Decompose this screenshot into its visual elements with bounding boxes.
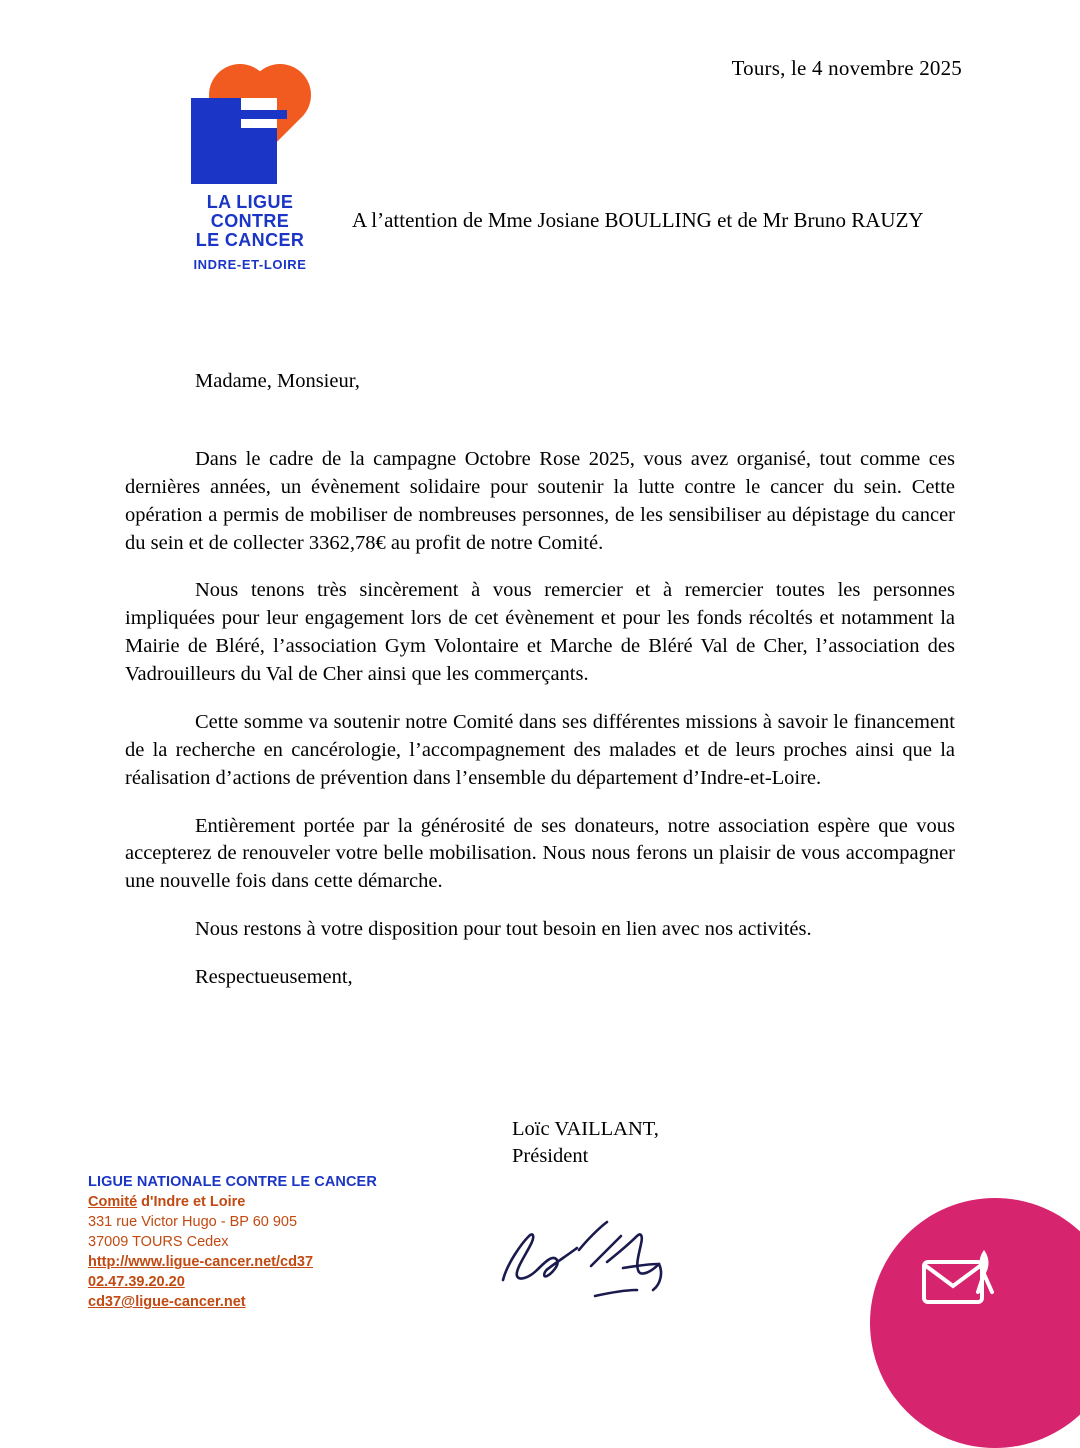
footer-address-line-2: 37009 TOURS Cedex (88, 1234, 229, 1250)
footer-address-block (88, 1172, 377, 1312)
ribbon-envelope-icon (922, 1246, 1008, 1308)
logo-line-2: CONTRE (210, 211, 290, 232)
footer-committee-suffix: d'Indre et Loire (137, 1194, 246, 1210)
signature-block (512, 1116, 659, 1170)
ligue-contre-le-cancer-logo (175, 62, 335, 272)
paragraph-2: Nous tenons très sincèrement à vous remercier et à remercier toutes les personnes impliquées pour leur engagement lors de cet évènement et pour les fonds récoltés et notamment la Mairie de Bléré, l’association Gym Volontaire et Marche de Bléré Val de Cher, l’association des Vadrouilleurs du Val de Cher ainsi que les commerçants. (125, 579, 955, 685)
signatory-role: Président (512, 1145, 589, 1168)
footer-committee-prefix: Comité (88, 1194, 138, 1210)
letter-body (125, 368, 955, 992)
handwritten-signature (495, 1210, 695, 1300)
closing-line: Respectueusement, (195, 966, 353, 988)
signatory-name: Loïc VAILLANT, (512, 1118, 659, 1140)
salutation: Madame, Monsieur, (195, 370, 360, 392)
footer-organisation: LIGUE NATIONALE CONTRE LE CANCER (88, 1174, 377, 1190)
logo-department: INDRE-ET-LOIRE (193, 257, 307, 273)
logo-mark-icon (183, 62, 328, 187)
footer-phone[interactable]: 02.47.39.20.20 (88, 1274, 185, 1290)
paragraph-4: Entièrement portée par la générosité de ses donateurs, notre association espère que vous accepterez de renouveler votre belle mobilisation. Nous nous ferons un plaisir de vous accompagner une nouvelle fois dans cette démarche. (125, 814, 955, 893)
addressee-line: A l’attention de Mme Josiane BOULLING et de Mr Bruno RAUZY (352, 208, 924, 232)
footer-committee (88, 1192, 377, 1212)
logo-text (175, 193, 325, 250)
footer-address-line-1: 331 rue Victor Hugo - BP 60 905 (88, 1214, 298, 1230)
paragraph-3: Cette somme va soutenir notre Comité dans ses différentes missions à savoir le financement de la recherche en cancérologie, l’accompagnement des malades et de leurs proches ainsi que la réalisation d’actions de prévention dans l’ensemble du département d’Indre-et-Loire. (125, 710, 955, 789)
footer-email-link[interactable]: cd37@ligue-cancer.net (88, 1294, 246, 1310)
blue-bar-icon (241, 110, 287, 119)
letter-date: Tours, le 4 novembre 2025 (731, 56, 962, 80)
logo-line-1: LA LIGUE (206, 192, 294, 212)
octobre-rose-badge (870, 1198, 1080, 1448)
footer-website-link[interactable]: http://www.ligue-cancer.net/cd37 (88, 1254, 314, 1270)
paragraph-1: Dans le cadre de la campagne Octobre Rose 2025, vous avez organisé, tout comme ces dernières années, un évènement solidaire pour soutenir la lutte contre le cancer du sein. Cette opération a permis de mobiliser de nombreuses personnes, de les sensibiliser au dépistage du cancer du sein et de collecter 3362,78€ au profit de notre Comité. (125, 447, 955, 554)
availability-line: Nous restons à votre disposition pour tout besoin en lien avec nos activités. (195, 918, 812, 941)
logo-line-3: LE CANCER (195, 230, 305, 251)
